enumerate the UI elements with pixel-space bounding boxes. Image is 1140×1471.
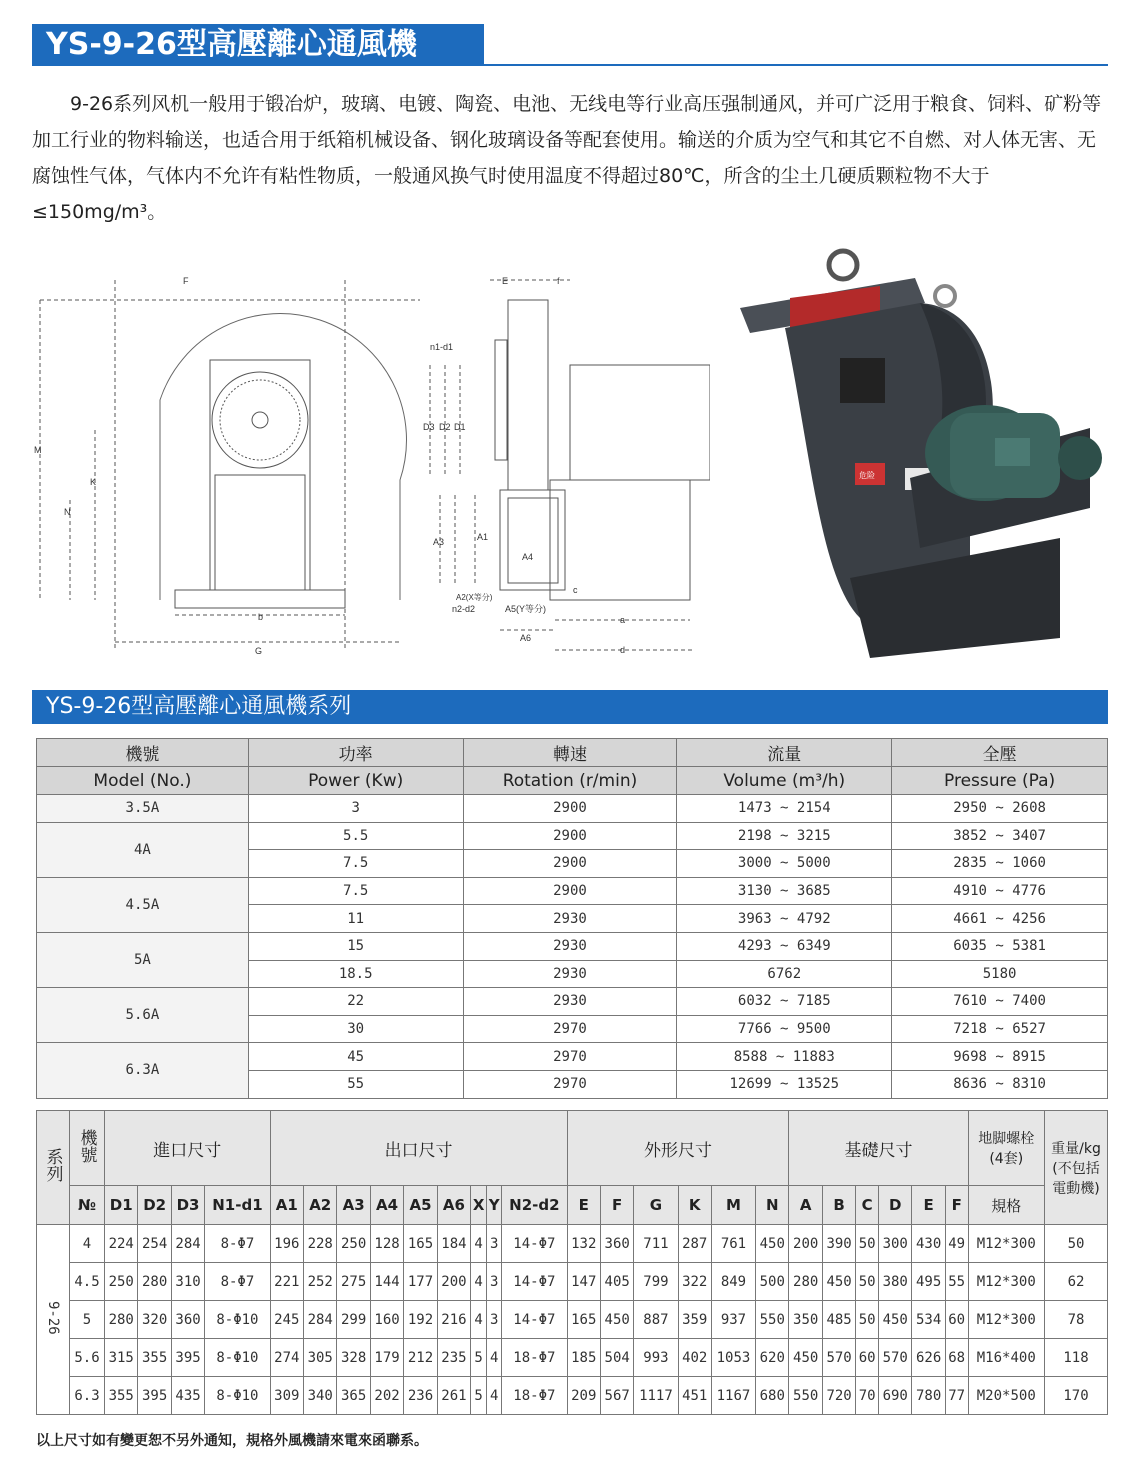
dim-cell: 495 [912, 1263, 945, 1301]
dim-label: a [620, 615, 626, 625]
perf-cell: 3852 ~ 3407 [892, 822, 1108, 850]
dim-cell: 284 [171, 1225, 204, 1263]
dim-label: K [90, 477, 97, 487]
dim-cell: 179 [370, 1339, 403, 1377]
dim-cell: 4 [471, 1301, 487, 1339]
dim-col-header: D1 [105, 1186, 138, 1225]
dim-cell: 310 [171, 1263, 204, 1301]
warning-label: 危险 [859, 471, 875, 480]
dim-label: c [573, 585, 578, 595]
perf-cell: 3 [248, 795, 463, 823]
dimension-table [36, 1110, 1108, 1415]
dim-cell: 118 [1045, 1339, 1108, 1377]
dim-cell: 284 [304, 1301, 337, 1339]
dim-label: M [34, 445, 42, 455]
dim-cell: 405 [600, 1263, 633, 1301]
perf-header-cell: 流量 [677, 739, 892, 767]
dim-cell: 165 [404, 1225, 437, 1263]
perf-cell: 7.5 [248, 850, 463, 878]
dim-cell: 451 [678, 1377, 711, 1415]
dim-cell: 185 [567, 1339, 600, 1377]
perf-cell: 8588 ~ 11883 [677, 1043, 892, 1071]
dim-cell: 14-Φ7 [502, 1301, 567, 1339]
dim-cell: 287 [678, 1225, 711, 1263]
dim-cell: 993 [634, 1339, 678, 1377]
dim-col-header: D3 [171, 1186, 204, 1225]
dim-cell: 534 [912, 1301, 945, 1339]
dim-header-series [37, 1111, 70, 1225]
dim-header-model-text: 機號 [76, 1128, 97, 1163]
dim-label: E [502, 276, 509, 286]
dim-cell: 504 [600, 1339, 633, 1377]
dim-cell: 212 [404, 1339, 437, 1377]
dim-cell: 450 [879, 1301, 912, 1339]
perf-model-cell: 4A [37, 822, 249, 877]
dim-cell: 626 [912, 1339, 945, 1377]
dim-header-outlet: 出口尺寸 [270, 1111, 567, 1186]
dim-header-bolt [968, 1111, 1044, 1186]
dim-cell: 50 [856, 1301, 879, 1339]
dim-cell: 5 [471, 1377, 487, 1415]
dim-cell: 250 [337, 1225, 370, 1263]
perf-header-en [37, 767, 1108, 795]
dim-cell: M16*400 [968, 1339, 1044, 1377]
perf-cell: 6762 [677, 960, 892, 988]
dim-cell: 261 [437, 1377, 470, 1415]
perf-cell: 7610 ~ 7400 [892, 988, 1108, 1016]
dim-label: A2(X等分) [456, 593, 493, 602]
dim-cell: 395 [171, 1339, 204, 1377]
dim-col-header: X [471, 1186, 487, 1225]
dim-cell: 550 [789, 1377, 822, 1415]
dim-label: A4 [522, 552, 534, 562]
dim-row [37, 1301, 1108, 1339]
dim-row [37, 1377, 1108, 1415]
dim-cell: 3 [487, 1263, 502, 1301]
dim-series-cell [37, 1225, 70, 1415]
dim-cell: 430 [912, 1225, 945, 1263]
dim-cell: 235 [437, 1339, 470, 1377]
perf-cell: 11 [248, 905, 463, 933]
dim-label: A5(Y等分) [505, 604, 547, 614]
dim-cell: 550 [756, 1301, 789, 1339]
perf-cell: 7766 ~ 9500 [677, 1015, 892, 1043]
dim-cell: 390 [822, 1225, 855, 1263]
dim-cell: 328 [337, 1339, 370, 1377]
dim-col-header: A [789, 1186, 822, 1225]
dim-cell: 78 [1045, 1301, 1108, 1339]
dim-header-bolt-line1: 地脚螺栓 [978, 1131, 1035, 1147]
dim-cell: 147 [567, 1263, 600, 1301]
dim-col-header: F [945, 1186, 968, 1225]
dim-cell: 77 [945, 1377, 968, 1415]
dim-col-header: G [634, 1186, 678, 1225]
dim-cell: 275 [337, 1263, 370, 1301]
dim-col-header: D2 [138, 1186, 171, 1225]
dim-cell: 4 [70, 1225, 105, 1263]
perf-header-cell: Pressure (Pa) [892, 767, 1108, 795]
perf-cell: 3000 ~ 5000 [677, 850, 892, 878]
perf-cell: 3963 ~ 4792 [677, 905, 892, 933]
dim-cell: 309 [270, 1377, 303, 1415]
dim-cell: 305 [304, 1339, 337, 1377]
dim-label: D2 [439, 422, 451, 432]
perf-cell: 4910 ~ 4776 [892, 877, 1108, 905]
perf-cell: 4293 ~ 6349 [677, 932, 892, 960]
dim-cell: 1117 [634, 1377, 678, 1415]
dim-cell: 6.3 [70, 1377, 105, 1415]
performance-table [36, 738, 1108, 1099]
dim-cell: 5 [70, 1301, 105, 1339]
perf-header-cell: 機號 [37, 739, 249, 767]
dim-cell: 18-Φ7 [502, 1377, 567, 1415]
perf-model-cell: 6.3A [37, 1043, 249, 1098]
dim-cell: 937 [711, 1301, 755, 1339]
dim-header-inlet: 進口尺寸 [105, 1111, 271, 1186]
dim-cell: 228 [304, 1225, 337, 1263]
dim-cell: 177 [404, 1263, 437, 1301]
dim-cell: 50 [856, 1263, 879, 1301]
dim-cell: 435 [171, 1377, 204, 1415]
dim-col-header: A3 [337, 1186, 370, 1225]
dim-cell: 250 [105, 1263, 138, 1301]
perf-header-cell: Rotation (r/min) [463, 767, 677, 795]
perf-cell: 2198 ~ 3215 [677, 822, 892, 850]
dim-cell: 49 [945, 1225, 968, 1263]
dim-cell: 3 [487, 1301, 502, 1339]
dim-header-weight [1045, 1111, 1108, 1225]
dim-cell: 50 [856, 1225, 879, 1263]
perf-cell: 5180 [892, 960, 1108, 988]
dim-cell: 8-Φ10 [205, 1377, 270, 1415]
perf-cell: 12699 ~ 13525 [677, 1070, 892, 1098]
dim-col-header: A5 [404, 1186, 437, 1225]
dim-col-header: M [711, 1186, 755, 1225]
dim-cell: 4 [487, 1339, 502, 1377]
title-rule [484, 64, 1108, 66]
dim-cell: 570 [822, 1339, 855, 1377]
dim-cell: 720 [822, 1377, 855, 1415]
dim-cell: 216 [437, 1301, 470, 1339]
dim-cell: 192 [404, 1301, 437, 1339]
dim-cell: 70 [856, 1377, 879, 1415]
dim-label: b [258, 612, 264, 622]
dim-cell: M12*300 [968, 1263, 1044, 1301]
dim-label: D1 [454, 422, 466, 432]
dim-cell: 320 [138, 1301, 171, 1339]
dim-label: A6 [520, 633, 532, 643]
perf-cell: 2900 [463, 795, 677, 823]
dim-cell: 14-Φ7 [502, 1263, 567, 1301]
dim-cell: 62 [1045, 1263, 1108, 1301]
dim-header-row-2 [37, 1186, 1108, 1225]
perf-cell: 6032 ~ 7185 [677, 988, 892, 1016]
dim-cell: 144 [370, 1263, 403, 1301]
dim-header-no: № [70, 1186, 105, 1225]
perf-row [37, 795, 1108, 823]
dim-cell: 170 [1045, 1377, 1108, 1415]
perf-cell: 55 [248, 1070, 463, 1098]
dim-cell: 55 [945, 1263, 968, 1301]
dim-label: n1-d1 [430, 342, 454, 352]
perf-cell: 5.5 [248, 822, 463, 850]
dim-header-weight-line2: (不包括 [1052, 1160, 1100, 1177]
dim-col-header: K [678, 1186, 711, 1225]
dim-cell: 690 [879, 1377, 912, 1415]
dim-row [37, 1263, 1108, 1301]
dim-header-outline: 外形尺寸 [567, 1111, 789, 1186]
dim-cell: 202 [370, 1377, 403, 1415]
perf-cell: 45 [248, 1043, 463, 1071]
dim-cell: M20*500 [968, 1377, 1044, 1415]
dim-cell: 300 [879, 1225, 912, 1263]
perf-cell: 2930 [463, 988, 677, 1016]
dim-cell: 485 [822, 1301, 855, 1339]
dim-series-text: 9-26 [45, 1300, 61, 1335]
dim-col-header: E [567, 1186, 600, 1225]
dim-cell: 711 [634, 1225, 678, 1263]
series-title-bar: YS-9-26型高壓離心通風機系列 [32, 690, 1108, 724]
dim-cell: 780 [912, 1377, 945, 1415]
dim-cell: 60 [945, 1301, 968, 1339]
dim-cell: 184 [437, 1225, 470, 1263]
dim-col-header: N [756, 1186, 789, 1225]
footnote: 以上尺寸如有變更恕不另外通知，規格外風機請來電來函聯系。 [36, 1433, 428, 1449]
perf-cell: 4661 ~ 4256 [892, 905, 1108, 933]
dim-cell: 14-Φ7 [502, 1225, 567, 1263]
perf-header-cell: 功率 [248, 739, 463, 767]
dim-cell: 8-Φ10 [205, 1301, 270, 1339]
dim-cell: 299 [337, 1301, 370, 1339]
dim-cell: 8-Φ10 [205, 1339, 270, 1377]
dim-cell: 620 [756, 1339, 789, 1377]
dim-cell: 340 [304, 1377, 337, 1415]
dim-col-header: D [879, 1186, 912, 1225]
dim-col-header: N2-d2 [502, 1186, 567, 1225]
perf-header-cell: 轉速 [463, 739, 677, 767]
dim-cell: 5 [471, 1339, 487, 1377]
dim-label: F [183, 276, 189, 286]
dim-cell: 360 [600, 1225, 633, 1263]
dim-cell: 849 [711, 1263, 755, 1301]
dim-cell: 567 [600, 1377, 633, 1415]
dim-label: D3 [423, 422, 435, 432]
dim-cell: 50 [1045, 1225, 1108, 1263]
casing-outline [160, 314, 406, 600]
dim-cell: 355 [105, 1377, 138, 1415]
dim-cell: 3 [487, 1225, 502, 1263]
dim-cell: M12*300 [968, 1301, 1044, 1339]
dim-cell: 165 [567, 1301, 600, 1339]
perf-cell: 2900 [463, 877, 677, 905]
dim-cell: 252 [304, 1263, 337, 1301]
dim-cell: 355 [138, 1339, 171, 1377]
dim-cell: 8-Φ7 [205, 1263, 270, 1301]
dim-row [37, 1339, 1108, 1377]
dim-label: N [64, 507, 71, 517]
dim-cell: 402 [678, 1339, 711, 1377]
dim-header-model [70, 1111, 105, 1186]
perf-model-cell: 4.5A [37, 877, 249, 932]
perf-cell: 9698 ~ 8915 [892, 1043, 1108, 1071]
perf-cell: 7.5 [248, 877, 463, 905]
dim-cell: 254 [138, 1225, 171, 1263]
dim-cell: 315 [105, 1339, 138, 1377]
perf-row [37, 988, 1108, 1016]
dim-label: A3 [433, 537, 445, 547]
dim-cell: 280 [789, 1263, 822, 1301]
dim-cell: 365 [337, 1377, 370, 1415]
perf-cell: 2930 [463, 932, 677, 960]
dim-header-bolt-line2: (4套) [989, 1151, 1024, 1167]
dim-header-row-1 [37, 1111, 1108, 1186]
dim-cell: 68 [945, 1339, 968, 1377]
dim-cell: 4 [471, 1263, 487, 1301]
dim-cell: 60 [856, 1339, 879, 1377]
dim-col-header: N1-d1 [205, 1186, 270, 1225]
dim-cell: 160 [370, 1301, 403, 1339]
perf-header-cell: 全壓 [892, 739, 1108, 767]
dim-col-header-spec: 規格 [968, 1186, 1044, 1225]
perf-cell: 2930 [463, 960, 677, 988]
dim-cell: 209 [567, 1377, 600, 1415]
dim-cell: 887 [634, 1301, 678, 1339]
perf-cell: 15 [248, 932, 463, 960]
perf-header-cn [37, 739, 1108, 767]
dim-cell: 200 [789, 1225, 822, 1263]
dim-cell: 132 [567, 1225, 600, 1263]
technical-drawing [30, 270, 710, 665]
dim-col-header: A1 [270, 1186, 303, 1225]
dim-label: G [255, 646, 263, 656]
fan-photo [730, 248, 1110, 668]
dim-cell: 359 [678, 1301, 711, 1339]
perf-cell: 2900 [463, 822, 677, 850]
dim-cell: 245 [270, 1301, 303, 1339]
dim-cell: 322 [678, 1263, 711, 1301]
dim-label: d [620, 645, 626, 655]
dim-cell: 8-Φ7 [205, 1225, 270, 1263]
dim-cell: 450 [756, 1225, 789, 1263]
perf-model-cell: 3.5A [37, 795, 249, 823]
dim-label: n2-d2 [452, 604, 476, 614]
dim-header-base: 基礎尺寸 [789, 1111, 968, 1186]
dim-label: f [557, 276, 560, 286]
dim-cell: 1167 [711, 1377, 755, 1415]
dim-col-header: A4 [370, 1186, 403, 1225]
dim-label: A1 [477, 532, 489, 542]
dim-cell: 280 [138, 1263, 171, 1301]
dim-cell: 761 [711, 1225, 755, 1263]
perf-cell: 3130 ~ 3685 [677, 877, 892, 905]
perf-row [37, 1043, 1108, 1071]
dim-cell: 350 [789, 1301, 822, 1339]
page-title: YS-9-26型高壓離心通風機 [32, 24, 484, 66]
dim-cell: 5.6 [70, 1339, 105, 1377]
perf-cell: 2835 ~ 1060 [892, 850, 1108, 878]
perf-cell: 18.5 [248, 960, 463, 988]
dim-col-header: A6 [437, 1186, 470, 1225]
dim-cell: 224 [105, 1225, 138, 1263]
perf-cell: 2900 [463, 850, 677, 878]
perf-header-cell: Volume (m³/h) [677, 767, 892, 795]
perf-header-cell: Model (No.) [37, 767, 249, 795]
dim-header-weight-line3: 電動機) [1052, 1180, 1100, 1197]
dim-cell: 500 [756, 1263, 789, 1301]
intro-paragraph: 9-26系列风机一般用于锻冶炉，玻璃、电镀、陶瓷、电池、无线电等行业高压强制通风，并可广泛用于粮食、饲料、矿粉等加工行业的物料输送，也适合用于纸箱机械设备、钢化玻璃设备等配套使用。输送的介质为空气和其它不自燃、对人体无害、无腐蚀性气体，气体内不允许有粘性物质，一般通风换气时使用温度不得超过80℃，所含的尘土几硬质颗粒物不大于≤150mg/m³。 [32, 93, 1102, 223]
dim-header-weight-line1: 重量/kg [1051, 1140, 1101, 1157]
dim-cell: 236 [404, 1377, 437, 1415]
dim-cell: 274 [270, 1339, 303, 1377]
dim-cell: M12*300 [968, 1225, 1044, 1263]
perf-header-cell: Power (Kw) [248, 767, 463, 795]
perf-model-cell: 5A [37, 932, 249, 987]
dim-cell: 1053 [711, 1339, 755, 1377]
dim-cell: 450 [822, 1263, 855, 1301]
perf-cell: 2970 [463, 1015, 677, 1043]
perf-cell: 6035 ~ 5381 [892, 932, 1108, 960]
perf-cell: 2950 ~ 2608 [892, 795, 1108, 823]
dim-cell: 128 [370, 1225, 403, 1263]
perf-cell: 8636 ~ 8310 [892, 1070, 1108, 1098]
dim-cell: 570 [879, 1339, 912, 1377]
dim-col-header: B [822, 1186, 855, 1225]
dim-col-header: A2 [304, 1186, 337, 1225]
dim-col-header: Y [487, 1186, 502, 1225]
dim-cell: 380 [879, 1263, 912, 1301]
dim-cell: 450 [600, 1301, 633, 1339]
perf-row [37, 932, 1108, 960]
perf-model-cell: 5.6A [37, 988, 249, 1043]
perf-cell: 2970 [463, 1043, 677, 1071]
dim-cell: 4 [471, 1225, 487, 1263]
dim-cell: 4 [487, 1377, 502, 1415]
dim-cell: 680 [756, 1377, 789, 1415]
dim-cell: 799 [634, 1263, 678, 1301]
perf-cell: 30 [248, 1015, 463, 1043]
dim-cell: 395 [138, 1377, 171, 1415]
perf-cell: 2970 [463, 1070, 677, 1098]
dim-cell: 360 [171, 1301, 204, 1339]
dim-col-header: C [856, 1186, 879, 1225]
dim-cell: 280 [105, 1301, 138, 1339]
dim-header-series-text: 系列 [42, 1148, 63, 1182]
perf-cell: 2930 [463, 905, 677, 933]
perf-row [37, 877, 1108, 905]
dim-cell: 200 [437, 1263, 470, 1301]
dim-col-header: F [600, 1186, 633, 1225]
dim-cell: 196 [270, 1225, 303, 1263]
dim-cell: 221 [270, 1263, 303, 1301]
perf-cell: 7218 ~ 6527 [892, 1015, 1108, 1043]
dim-cell: 450 [789, 1339, 822, 1377]
perf-row [37, 822, 1108, 850]
perf-cell: 22 [248, 988, 463, 1016]
dim-col-header: E [912, 1186, 945, 1225]
dim-row [37, 1225, 1108, 1263]
dim-cell: 18-Φ7 [502, 1339, 567, 1377]
dim-cell: 4.5 [70, 1263, 105, 1301]
perf-cell: 1473 ~ 2154 [677, 795, 892, 823]
